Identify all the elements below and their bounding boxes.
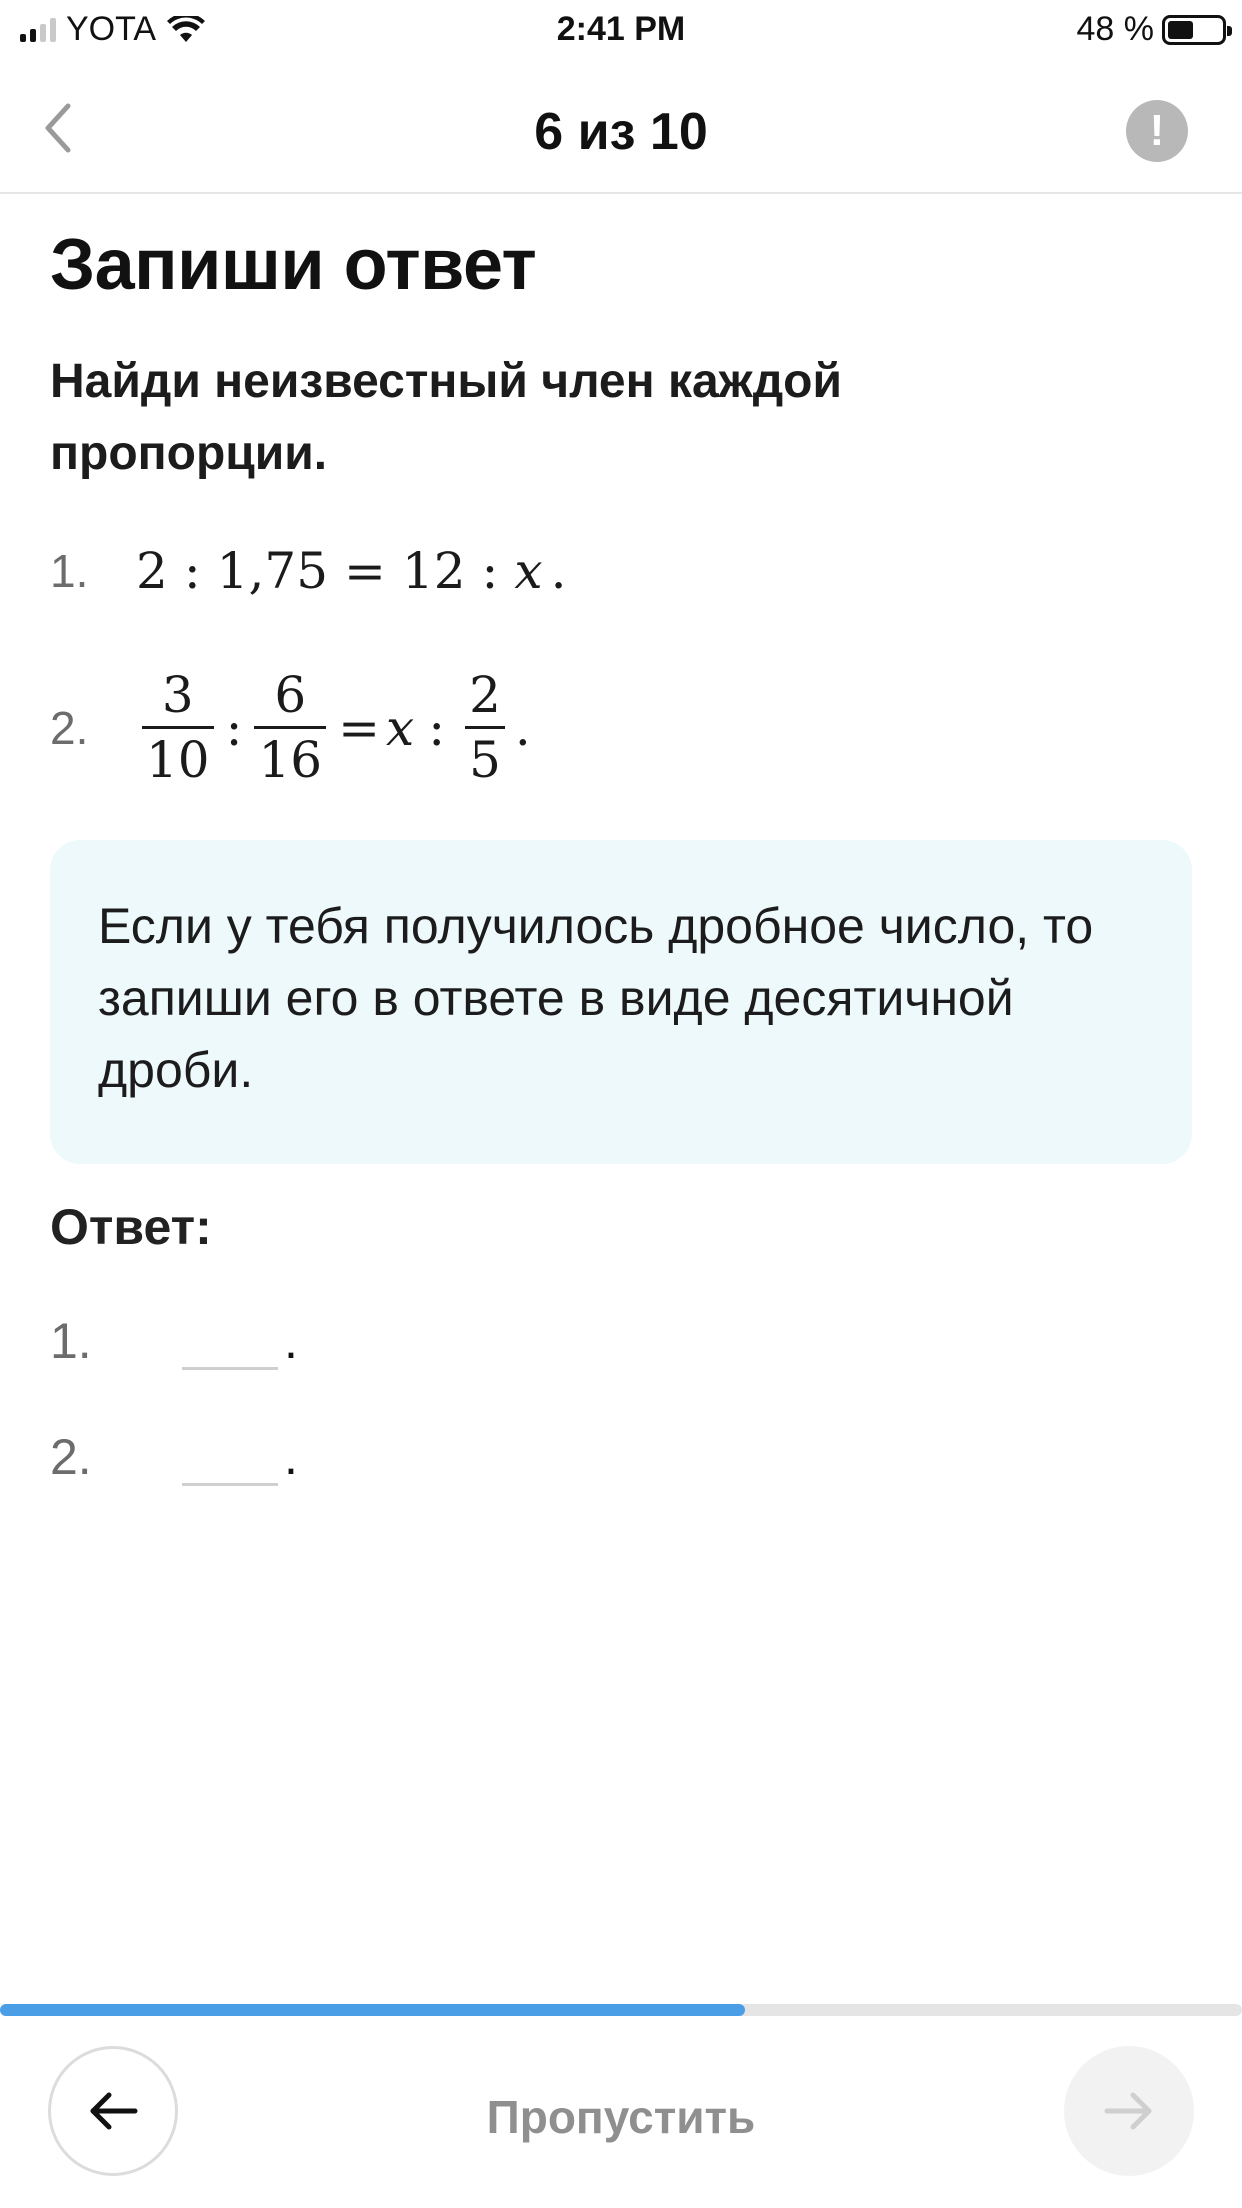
period: .: [514, 698, 531, 757]
equals-sign: =: [344, 542, 386, 600]
fraction: [142, 664, 214, 791]
denominator: 5: [469, 731, 501, 789]
period: .: [284, 1313, 298, 1369]
ratio-sign: :: [428, 698, 446, 757]
answer-input-2[interactable]: [182, 1432, 278, 1486]
task-title: Запиши ответ: [50, 225, 537, 305]
next-button[interactable]: [1064, 2046, 1194, 2176]
numerator: 2: [469, 666, 501, 724]
carrier-name: YOTA: [66, 10, 157, 48]
status-bar: [0, 0, 1242, 62]
task-content: [50, 194, 1192, 1485]
answer-label: Ответ:: [50, 1199, 212, 1255]
answer-row-1: [50, 1312, 298, 1370]
problem-number: 2.: [50, 701, 89, 754]
previous-button[interactable]: [48, 2046, 178, 2176]
task-description: Найди неизвестный член каждой пропорции.: [50, 355, 842, 480]
report-button[interactable]: [1126, 100, 1188, 162]
answer-row-2: [50, 1428, 298, 1486]
exclamation-icon: !: [1149, 106, 1165, 155]
answer-input-1[interactable]: [182, 1316, 278, 1370]
numerator: 3: [161, 666, 194, 724]
equals-sign: =: [338, 698, 381, 757]
term: 1,75: [216, 542, 328, 600]
numerator: 6: [274, 666, 307, 724]
page-title: 6 из 10: [534, 103, 708, 161]
battery-fill: [1168, 21, 1193, 39]
arrow-right-icon: [1101, 2089, 1157, 2133]
problem-1: [50, 542, 567, 600]
hint-box: [50, 840, 1192, 1164]
problem-number: 1.: [50, 545, 89, 597]
arrow-left-icon: [85, 2089, 141, 2133]
answer-number: 2.: [50, 1429, 92, 1485]
header: [0, 62, 1242, 194]
status-time: 2:41 PM: [556, 10, 686, 48]
unknown-variable: x: [514, 542, 543, 600]
problem-2: [50, 664, 531, 791]
fraction: [254, 664, 326, 791]
proportion-expression: [136, 664, 531, 791]
term: 12: [401, 542, 466, 600]
answer-number: 1.: [50, 1313, 92, 1369]
progress-bar: [0, 2004, 1242, 2016]
progress-fill: [0, 2004, 745, 2016]
period: .: [284, 1429, 298, 1485]
denominator: 10: [146, 731, 210, 789]
ratio-sign: :: [183, 542, 201, 600]
denominator: 16: [258, 731, 323, 789]
term: 2: [136, 542, 168, 600]
status-right: [1077, 10, 1227, 49]
unknown-variable: x: [386, 698, 415, 757]
ratio-sign: :: [481, 542, 499, 600]
period: .: [550, 542, 567, 600]
hint-text: Если у тебя получилось дробное число, то запиши его в ответе в виде десятичной дроби.: [98, 898, 1094, 1098]
proportion-expression: [136, 542, 567, 600]
fraction: [465, 664, 505, 791]
battery-icon: [1162, 15, 1226, 45]
ratio-sign: :: [225, 698, 243, 757]
skip-button[interactable]: Пропустить: [486, 2091, 756, 2143]
battery-percent: 48 %: [1076, 10, 1154, 48]
